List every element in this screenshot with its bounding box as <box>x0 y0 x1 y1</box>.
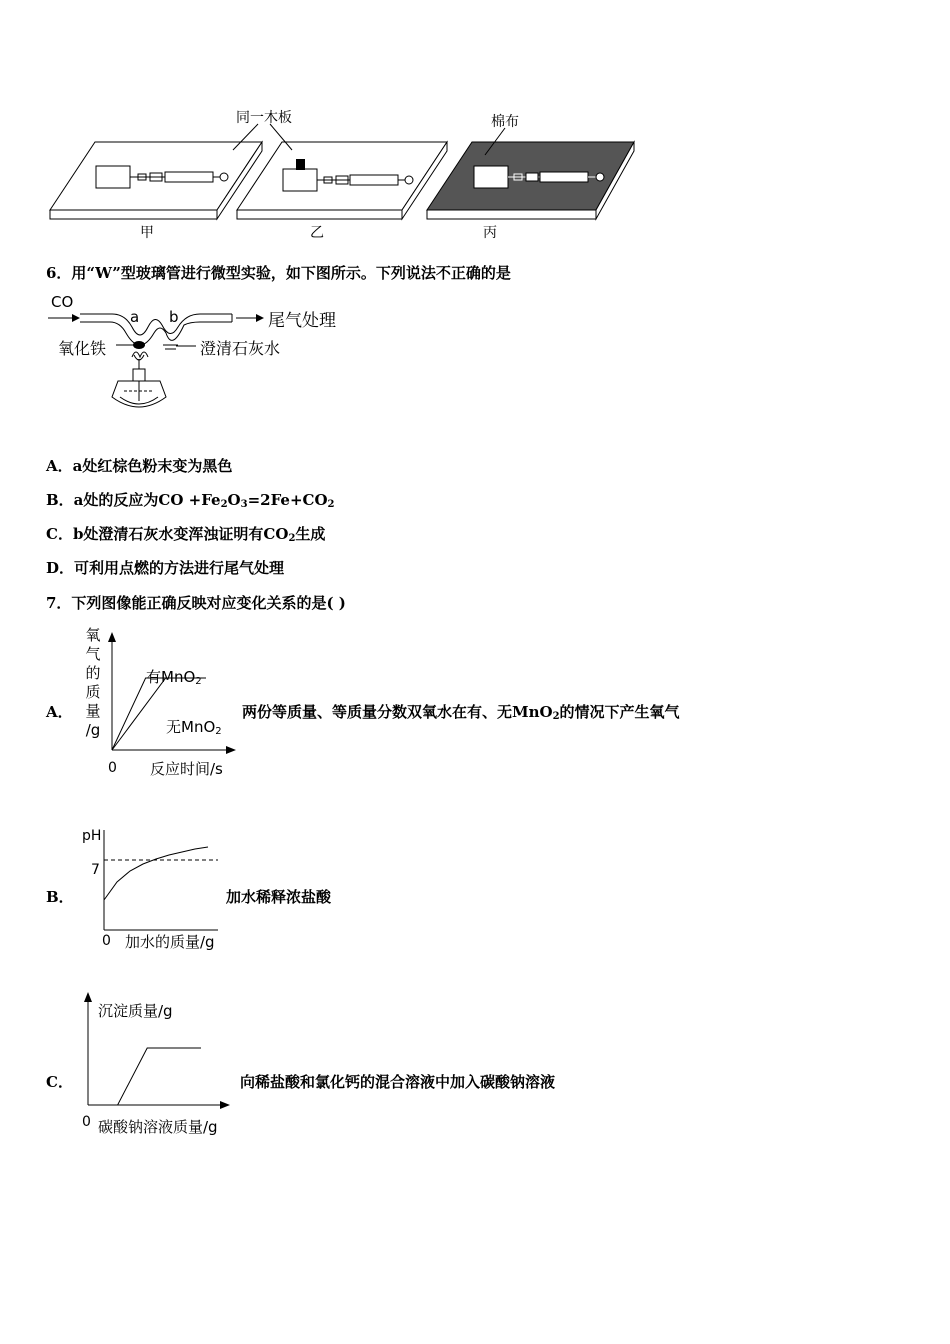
q6-option-b: B．a处的反应为CO $+Fe_2O_3=2Fe+CO_2$ <box>46 491 335 510</box>
q7-a-x-arrow <box>226 746 236 754</box>
q7-b-chart <box>0 810 240 950</box>
panel-jia <box>50 142 262 219</box>
co-label: CO <box>51 293 74 311</box>
q7-a-label-with: 有MnO$_2$ <box>146 668 202 687</box>
q7-c-xlabel: 碳酸钠溶液质量/g <box>98 1118 218 1136</box>
q7-b-ylabel: pH <box>82 828 102 844</box>
limewater-label: 澄清石灰水 <box>200 339 281 358</box>
q7-a-label-without: 无MnO$_2$ <box>166 718 222 737</box>
q7-a-origin: 0 <box>108 760 117 776</box>
board-label: 同一木板 <box>236 110 292 126</box>
q7-a-y-arrow <box>108 632 116 642</box>
q7-c-x-arrow <box>220 1101 230 1109</box>
q7-a-ylabel: 氧 气 的 质 量 /g <box>85 626 101 739</box>
q7-a-xlabel: 反应时间/s <box>150 760 223 778</box>
q7-b-origin: 0 <box>102 933 111 949</box>
friction-experiment-figure <box>0 0 950 250</box>
q7-b-letter: B． <box>46 888 74 906</box>
panel-yi <box>237 142 447 219</box>
cloth-label: 棉布 <box>491 114 519 130</box>
panel-label-bing: 丙 <box>483 225 497 241</box>
q7-a-series-line-0 <box>112 678 206 750</box>
q7-c-origin: 0 <box>82 1114 91 1130</box>
label-a: a <box>130 308 140 326</box>
label-b: b <box>169 308 179 326</box>
q6-option-d: D．可利用点燃的方法进行尾气处理 <box>46 559 285 577</box>
q7-c-y-arrow <box>84 992 92 1002</box>
q7-a-series-line-1 <box>112 678 206 750</box>
q6-stem: 6．用“W”型玻璃管进行微型实验，如下图所示。下列说法不正确的是 <box>46 264 511 282</box>
q7-stem: 7．下列图像能正确反映对应变化关系的是( ) <box>46 594 346 612</box>
q7-c-series-line-0 <box>88 1048 201 1105</box>
q6-option-c: C．b处澄清石灰水变浑浊证明有$CO_2$生成 <box>46 525 326 544</box>
q7-b-desc: 加水稀释浓盐酸 <box>226 888 332 906</box>
q7-c-desc: 向稀盐酸和氯化钙的混合溶液中加入碳酸钠溶液 <box>240 1073 556 1091</box>
q7-b-series-line-0 <box>104 847 208 900</box>
tail-gas-label: 尾气处理 <box>268 311 336 331</box>
q7-c-ylabel: 沉淀质量/g <box>98 1002 173 1020</box>
q7-a-letter: A． <box>46 703 73 721</box>
q6-option-a: A．a处红棕色粉末变为黑色 <box>46 457 233 475</box>
q7-b-ref-label: 7 <box>91 862 100 878</box>
panel-label-jia: 甲 <box>140 225 154 241</box>
iron-oxide-label: 氧化铁 <box>58 339 107 358</box>
q7-c-letter: C． <box>46 1073 73 1091</box>
q7-b-xlabel: 加水的质量/g <box>125 933 215 951</box>
q7-a-desc: 两份等质量、等质量分数双氧水在有、无MnO$_2$的情况下产生氧气 <box>242 703 680 722</box>
panel-label-yi: 乙 <box>310 225 324 241</box>
panel-bing <box>427 142 634 219</box>
